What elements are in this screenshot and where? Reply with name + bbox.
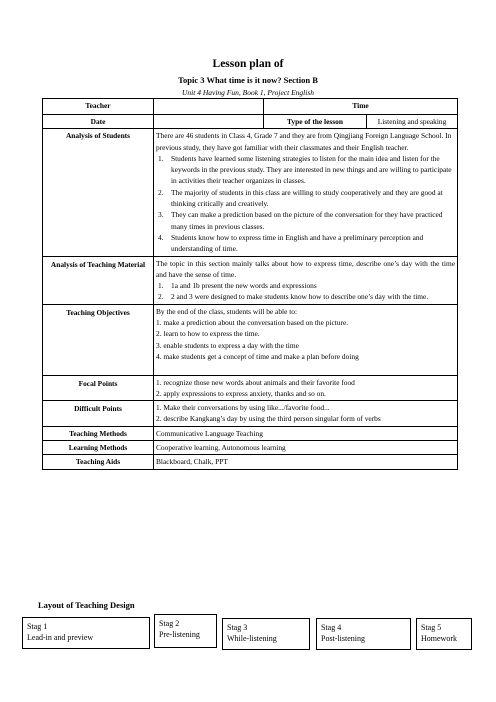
stage-number: Stag 4 bbox=[321, 623, 342, 632]
teaching-aids-label: Teaching Aids bbox=[43, 455, 154, 469]
difficult-points-row bbox=[43, 401, 458, 427]
analysis-material-label: Analysis of Teaching Material bbox=[43, 256, 154, 304]
stage-number: Stag 1 bbox=[27, 622, 48, 631]
list-item: 4. Students know how to express time in English and have a preliminary perception and understanding of time. bbox=[158, 232, 424, 254]
learning-methods-row bbox=[43, 441, 458, 455]
objective-line: 4. make students get a concept of time and make a plan before doing bbox=[156, 351, 359, 361]
date-label: Date bbox=[43, 115, 154, 129]
list-item: 1. Students have learned some listening strategies to listen for the main idea and listen for the keywords in the previous study. They are interested in new things and are willing to participate in activities their teacher organizes in classes. bbox=[158, 153, 452, 186]
teacher-row bbox=[43, 99, 458, 115]
focal-point-line: 2. apply expressions to express anxiety, thanks and so on. bbox=[156, 388, 326, 398]
analysis-students-list bbox=[156, 153, 455, 255]
objectives-content bbox=[154, 304, 458, 375]
objective-line: 2. learn to how to express the time. bbox=[156, 329, 260, 339]
learning-methods-label: Learning Methods bbox=[43, 441, 154, 455]
analysis-material-row bbox=[43, 256, 458, 304]
stage-4-box bbox=[316, 618, 411, 650]
stage-3-box bbox=[222, 618, 310, 650]
stage-5-box bbox=[416, 618, 472, 650]
analysis-students-row bbox=[43, 129, 458, 256]
unit-subtitle: Unit 4 Having Fun, Book 1, Project English bbox=[182, 88, 314, 97]
date-value bbox=[154, 115, 264, 129]
analysis-material-intro: The topic in this section mainly talks about how to express time, describe one’s day with the time and have the sense of time. bbox=[156, 258, 456, 279]
analysis-material-list bbox=[156, 280, 455, 303]
list-item: 3. They can make a prediction based on the picture of the conversation for they have practiced many times in previous classes. bbox=[158, 210, 443, 231]
time-label: Time bbox=[264, 99, 458, 115]
stage-1-box bbox=[22, 617, 150, 649]
difficult-point-line: 1. Make their conversations by using like.../favorite food... bbox=[156, 403, 330, 413]
difficult-points-content bbox=[154, 401, 458, 427]
list-item: 2. The majority of students in this class are willing to study cooperatively and they are good at thinking critically and creatively. bbox=[158, 187, 443, 209]
stage-name: Homework bbox=[421, 634, 457, 643]
stage-number: Stag 3 bbox=[227, 623, 248, 632]
teaching-methods-value: Communicative Language Teaching bbox=[154, 426, 458, 440]
stage-name: Pre-listening bbox=[159, 630, 200, 639]
focal-points-content bbox=[154, 375, 458, 401]
lesson-plan-title: Lesson plan of bbox=[212, 58, 284, 70]
analysis-material-content bbox=[154, 256, 458, 304]
date-row bbox=[43, 115, 458, 129]
teaching-methods-row bbox=[43, 426, 458, 440]
difficult-point-line: 2. describe Kangkang’s day by using the third person singular form of verbs bbox=[156, 414, 381, 424]
analysis-students-content bbox=[154, 129, 458, 256]
lesson-type-value: Listening and speaking bbox=[367, 115, 458, 129]
focal-points-label: Focal Points bbox=[43, 375, 154, 401]
focal-points-row bbox=[43, 375, 458, 401]
analysis-students-label: Analysis of Students bbox=[43, 129, 154, 256]
topic-title: Topic 3 What time is it now? Section B bbox=[178, 75, 318, 85]
lesson-type-label: Type of the lesson bbox=[264, 115, 367, 129]
list-item: 2. 2 and 3 were designed to make students know how to describe one’s day with the time. bbox=[158, 292, 429, 302]
objective-line: By the end of the class, students will be able to: bbox=[156, 306, 298, 316]
teacher-label: Teacher bbox=[43, 99, 154, 115]
stage-number: Stag 5 bbox=[421, 623, 442, 632]
objective-line: 3. enable students to express a day with the time bbox=[156, 340, 299, 350]
learning-methods-value: Cooperative learning, Autonomous learning bbox=[154, 441, 458, 455]
lesson-plan-table bbox=[42, 98, 458, 470]
focal-point-line: 1. recognize those new words about animals and their favorite food bbox=[156, 377, 355, 387]
teaching-aids-row bbox=[43, 455, 458, 469]
stage-2-box bbox=[154, 614, 217, 648]
teaching-aids-value: Blackboard, Chalk, PPT bbox=[154, 455, 458, 469]
teacher-value bbox=[154, 99, 264, 115]
objectives-label: Teaching Objectives bbox=[43, 304, 154, 375]
layout-heading: Layout of Teaching Design bbox=[38, 600, 135, 610]
stage-number: Stag 2 bbox=[159, 619, 180, 628]
list-item: 1. 1a and 1b present the new words and expressions bbox=[158, 281, 317, 291]
stage-name: Lead-in and preview bbox=[27, 633, 94, 642]
stage-name: While-listening bbox=[227, 634, 277, 643]
difficult-points-label: Difficult Points bbox=[43, 401, 154, 427]
analysis-students-intro: There are 46 students in Class 4, Grade 7 and they are from Qingjiang Foreign Language School. In previous study, they have got familiar with their classmates and their English teacher. bbox=[156, 131, 452, 152]
objectives-row bbox=[43, 304, 458, 375]
stage-name: Post-listening bbox=[321, 634, 366, 643]
objective-line: 1. make a prediction about the conversation based on the picture. bbox=[156, 318, 349, 328]
teaching-methods-label: Teaching Methods bbox=[43, 426, 154, 440]
